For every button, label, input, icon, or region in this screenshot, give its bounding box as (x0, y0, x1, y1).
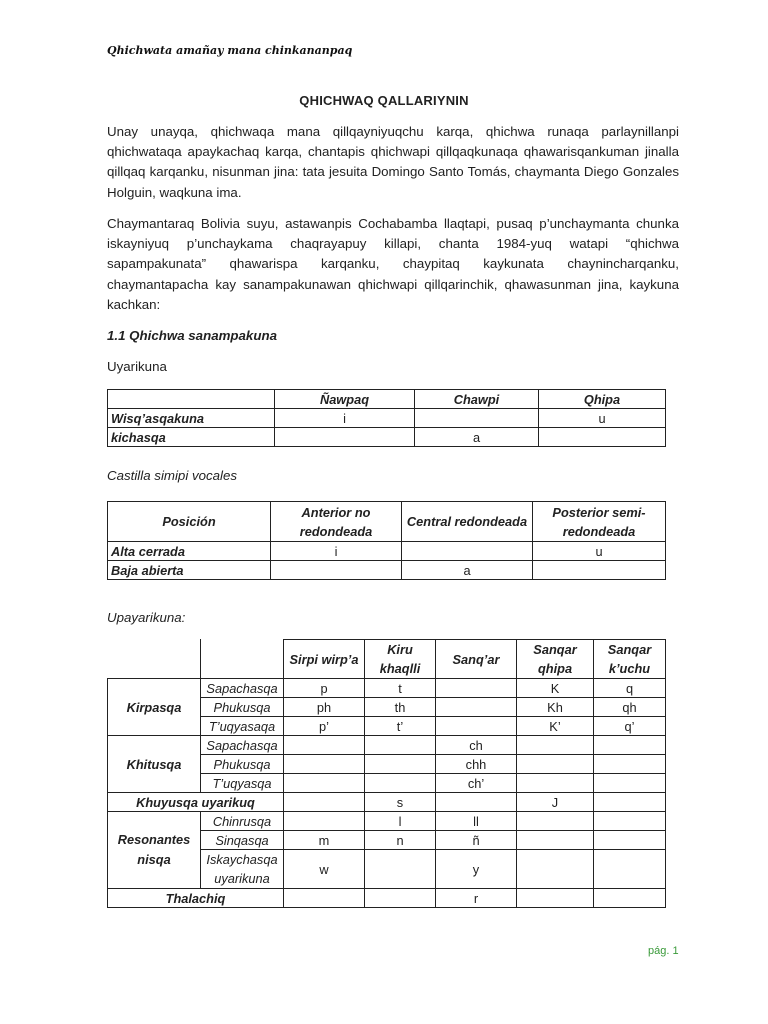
group-label: Thalachiq (108, 889, 284, 908)
paragraph-2: Chaymantaraq Bolivia suyu, astawanpis Cochabamba llaqtapi, pusaq p’unchaymanta chunka iskayniyuq p’unchaykama chaqrayapuy killapi, chanta 1984-yuq watapi “qhichwa sapampakunata” qhawarispa karqanku, chaypitaq kaykunata chaynincharqanku, chaymantapacha kay sanampakunawan qhichwapi qillqarinchik, qhawasunman jina, kaykuna kachkan: (107, 216, 679, 312)
table-header: Posición (108, 502, 271, 542)
table-cell: a (402, 561, 533, 580)
table-cell (436, 698, 517, 717)
table-cell (284, 736, 365, 755)
table-cell: ll (436, 812, 517, 831)
running-header: Qhichwata amañay mana chinkananpaq (107, 44, 353, 57)
table-cell: t’ (365, 717, 436, 736)
table-header: Anterior no redondeada (271, 502, 402, 542)
table-cell: l (365, 812, 436, 831)
uyarikuna-label: Uyarikuna (107, 359, 167, 374)
table-cell (533, 561, 666, 580)
row-label: Baja abierta (108, 561, 271, 580)
table-cell: i (275, 409, 415, 428)
table-row (108, 679, 666, 698)
table-cell: p’ (284, 717, 365, 736)
table-row (108, 428, 666, 447)
paragraph-1: Unay unayqa, qhichwaqa mana qillqayniyuqchu karqa, qhichwa runaqa parlaynillanpi qhichwataqa apaykachaq karqa, chantapis qhichwapi qillqaqkunaqa qhawarisqankuman jinalla qillqaq karqanku, nisunman jina: tata jesuita Domingo Santo Tomás, chaymanta Diego Gonzales Holguin, waqkuna ima. (107, 124, 679, 200)
table-cell (365, 774, 436, 793)
row-label: Alta cerrada (108, 542, 271, 561)
table-cell (594, 774, 666, 793)
table-cell: n (365, 831, 436, 850)
table-cell: t (365, 679, 436, 698)
table-cell (271, 561, 402, 580)
table-cell (365, 889, 436, 908)
table-cell: qh (594, 698, 666, 717)
sub-label: Iskaychasqa uyarikuna (201, 850, 284, 889)
sub-label: Sapachasqa (201, 679, 284, 698)
table-cell (436, 793, 517, 812)
table-cell: r (436, 889, 517, 908)
table-cell: chh (436, 755, 517, 774)
table-row (108, 542, 666, 561)
group-label: Resonantes nisqa (108, 812, 201, 889)
group-label: Kirpasqa (108, 679, 201, 736)
table-cell (365, 755, 436, 774)
table-cell (365, 850, 436, 889)
vowel-table-spanish (107, 501, 666, 580)
table-cell (594, 755, 666, 774)
table-cell (284, 889, 365, 908)
table-cell: u (539, 409, 666, 428)
table-cell: q (594, 679, 666, 698)
table-cell (594, 793, 666, 812)
table-cell: ch’ (436, 774, 517, 793)
group-label: Khitusqa (108, 736, 201, 793)
table-cell (517, 774, 594, 793)
table-cell (594, 889, 666, 908)
table-cell: a (415, 428, 539, 447)
table-cell (539, 428, 666, 447)
vowel-table-quechua (107, 389, 666, 447)
sub-label: Phukusqa (201, 755, 284, 774)
sub-label: Sapachasqa (201, 736, 284, 755)
sub-label: T’uqyasaqa (201, 717, 284, 736)
table-cell (594, 831, 666, 850)
table-row (108, 812, 666, 831)
table-cell (517, 889, 594, 908)
group-label: Khuyusqa uyarikuq (108, 793, 284, 812)
table-cell: y (436, 850, 517, 889)
table-cell: J (517, 793, 594, 812)
table-header: Sirpi wirp’a (284, 640, 365, 679)
table-cell (594, 736, 666, 755)
table-cell (517, 736, 594, 755)
table-cell (108, 390, 275, 409)
table-cell (415, 409, 539, 428)
table-row (108, 409, 666, 428)
table-cell: K (517, 679, 594, 698)
table-cell (594, 812, 666, 831)
table-header: Chawpi (415, 390, 539, 409)
table-cell (284, 755, 365, 774)
table-cell (284, 774, 365, 793)
table-cell (517, 812, 594, 831)
table-cell: q’ (594, 717, 666, 736)
table-cell: m (284, 831, 365, 850)
table-cell: th (365, 698, 436, 717)
table-cell (594, 850, 666, 889)
table-row (108, 736, 666, 755)
page-number: pág. 1 (648, 945, 679, 957)
table-header: Central redondeada (402, 502, 533, 542)
table-cell (517, 755, 594, 774)
table-cell (436, 717, 517, 736)
table-cell (275, 428, 415, 447)
sub-label: Sinqasqa (201, 831, 284, 850)
table-cell: K’ (517, 717, 594, 736)
section-heading: 1.1 Qhichwa sanampakuna (107, 328, 277, 343)
table-cell: ñ (436, 831, 517, 850)
upayarikuna-label: Upayarikuna: (107, 610, 186, 625)
table-header: Sanqar qhipa (517, 640, 594, 679)
row-label: kichasqa (108, 428, 275, 447)
consonant-table (107, 639, 666, 908)
table-cell: w (284, 850, 365, 889)
sub-label: Phukusqa (201, 698, 284, 717)
table-header: Posterior semi-redondeada (533, 502, 666, 542)
table-cell: ph (284, 698, 365, 717)
castilla-label: Castilla simipi vocales (107, 468, 238, 483)
table-cell (201, 640, 284, 679)
table-header: Ñawpaq (275, 390, 415, 409)
table-cell: Kh (517, 698, 594, 717)
page-title: QHICHWAQ QALLARIYNIN (299, 93, 469, 108)
table-cell (436, 679, 517, 698)
table-row (108, 793, 666, 812)
table-header: Sanq’ar (436, 640, 517, 679)
table-cell (284, 812, 365, 831)
table-cell (284, 793, 365, 812)
table-cell: i (271, 542, 402, 561)
table-cell (517, 850, 594, 889)
table-cell: p (284, 679, 365, 698)
table-cell (108, 640, 201, 679)
table-row (108, 561, 666, 580)
table-cell: u (533, 542, 666, 561)
sub-label: T’uqyasqa (201, 774, 284, 793)
sub-label: Chinrusqa (201, 812, 284, 831)
table-header: Sanqar k’uchu (594, 640, 666, 679)
table-cell (517, 831, 594, 850)
table-cell: s (365, 793, 436, 812)
table-header: Qhipa (539, 390, 666, 409)
row-label: Wisq’asqakuna (108, 409, 275, 428)
table-cell (365, 736, 436, 755)
table-row (108, 889, 666, 908)
table-header: Kiru khaqlli (365, 640, 436, 679)
table-cell: ch (436, 736, 517, 755)
table-cell (402, 542, 533, 561)
